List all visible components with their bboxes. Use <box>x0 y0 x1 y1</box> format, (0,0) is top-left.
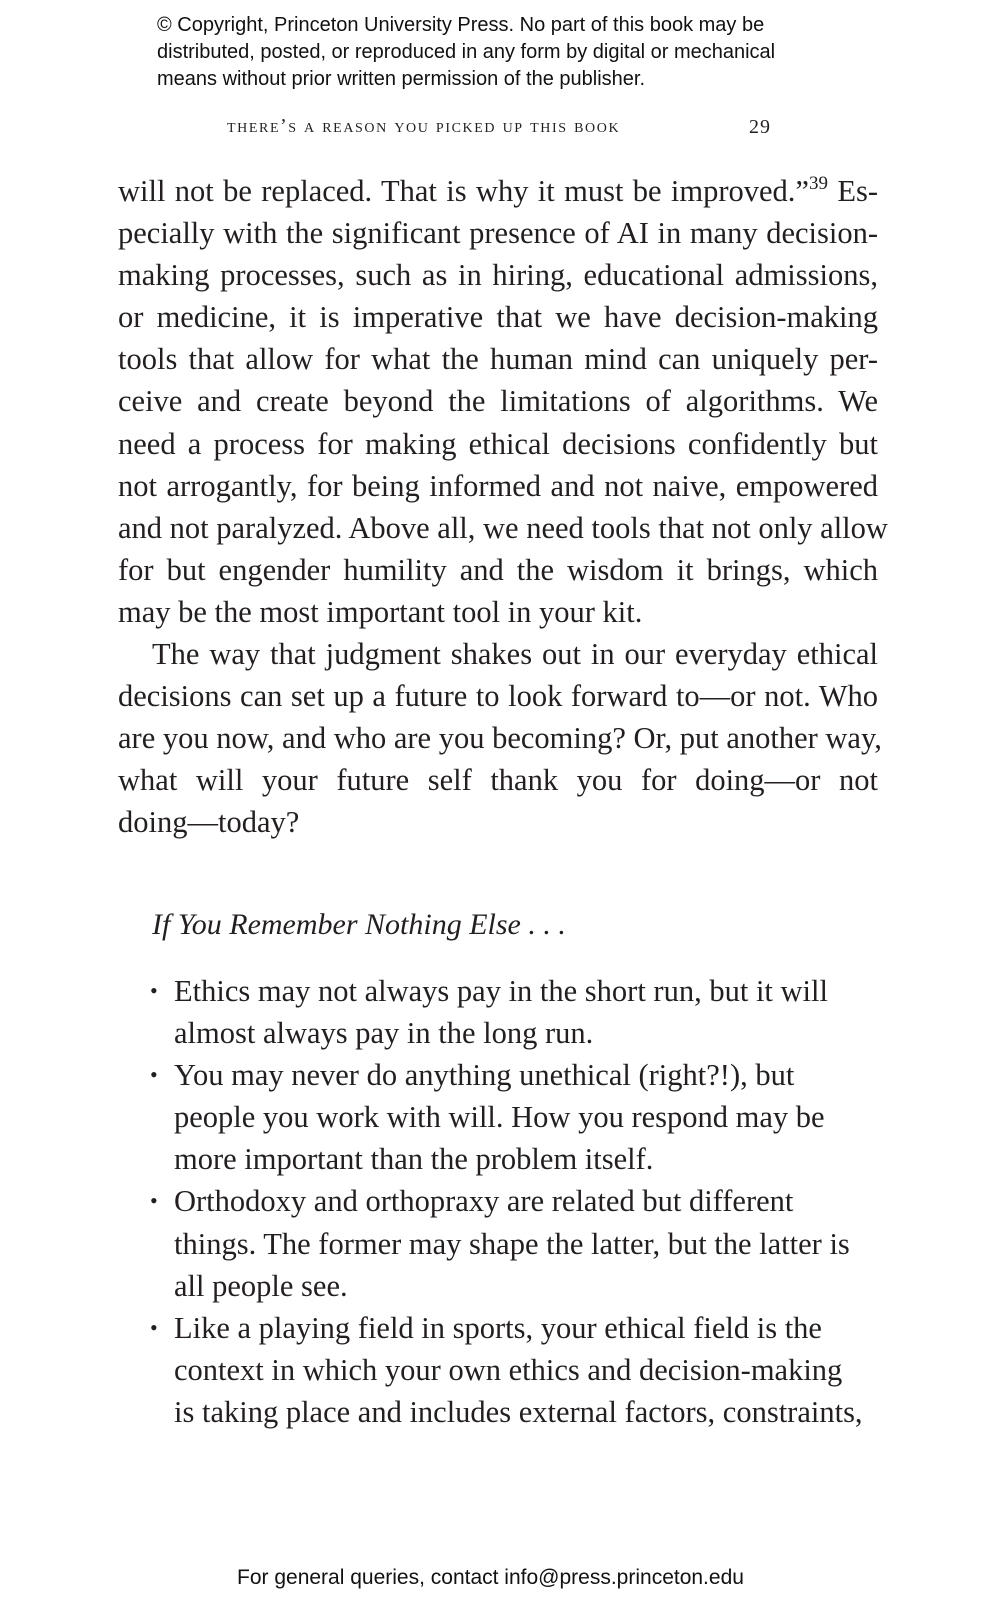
paragraph-line: decisions can set up a future to look forward to—or not. Who <box>118 679 878 714</box>
body-text <box>118 170 888 844</box>
paragraph-line: making processes, such as in hiring, educational admissions, <box>118 258 878 293</box>
list-item <box>150 1180 880 1306</box>
copyright-line: means without prior written permission of the publisher. <box>157 68 646 90</box>
list-item <box>150 1307 880 1433</box>
paragraph-line: pecially with the significant presence of AI in many decision- <box>118 216 878 251</box>
paragraph-line: and not paralyzed. Above all, we need tools that not only allow <box>118 510 888 545</box>
list-item-line: is taking place and includes external factors, constraints, <box>174 1394 863 1429</box>
paragraph-line: tools that allow for what the human mind can uniquely per- <box>118 342 878 377</box>
paragraph-line: may be the most important tool in your kit. <box>118 594 643 629</box>
text-fragment: will not be replaced. That is why it must be improved.” <box>118 174 809 208</box>
paragraph-line: not arrogantly, for being informed and not naive, empowered <box>118 468 878 503</box>
paragraph-line: need a process for making ethical decisions confidently but <box>118 426 878 461</box>
list-item-line: things. The former may shape the latter, but the latter is <box>174 1226 850 1261</box>
paragraph-line: what will your future self thank you for doing—or not <box>118 763 878 798</box>
list-item-line: Ethics may not always pay in the short run, but it will <box>174 974 828 1008</box>
running-head-title: there’s a reason you picked up this book <box>227 116 621 137</box>
list-item-line: You may never do anything unethical (right?!), but <box>174 1058 795 1093</box>
paragraph-line: for but engender humility and the wisdom it brings, which <box>118 552 878 587</box>
paragraph-line: The way that judgment shakes out in our everyday ethical <box>152 637 878 672</box>
bullet-icon: • <box>150 1062 158 1088</box>
list-item-line: context in which your own ethics and decision-making <box>174 1352 843 1387</box>
list-item-line: almost always pay in the long run. <box>174 1016 594 1051</box>
paragraph-line: ceive and create beyond the limitations of algorithms. We <box>118 384 878 419</box>
list-item <box>150 1054 880 1180</box>
page-number: 29 <box>749 116 771 138</box>
paragraph-line: or medicine, it is imperative that we have decision-making <box>118 300 878 335</box>
copyright-notice <box>157 12 877 93</box>
copyright-line: distributed, posted, or reproduced in any form by digital or mechanical <box>157 41 776 63</box>
paragraph-line: doing—today? <box>118 805 300 840</box>
bullet-icon: • <box>150 1314 158 1340</box>
list-item-line: Like a playing field in sports, your ethical field is the <box>174 1310 822 1345</box>
text-fragment: Es- <box>827 174 878 208</box>
list-item-line: Orthodoxy and orthopraxy are related but different <box>174 1184 794 1219</box>
footnote-reference: 39 <box>808 173 828 194</box>
summary-list <box>150 970 880 1433</box>
bullet-icon: • <box>150 1188 158 1214</box>
paragraph-line <box>118 170 878 212</box>
list-item-line: more important than the problem itself. <box>174 1142 654 1177</box>
list-item <box>150 970 880 1054</box>
copyright-line: © Copyright, Princeton University Press. No part of this book may be <box>157 14 765 36</box>
list-item-line: people you work with will. How you respond may be <box>174 1100 825 1135</box>
bullet-icon: • <box>150 978 158 1003</box>
section-heading: If You Remember Nothing Else . . . <box>152 908 566 941</box>
list-item-line: all people see. <box>174 1268 348 1303</box>
footer-contact: For general queries, contact info@press.princeton.edu <box>237 1566 744 1589</box>
paragraph-line: are you now, and who are you becoming? Or, put another way, <box>118 721 882 756</box>
